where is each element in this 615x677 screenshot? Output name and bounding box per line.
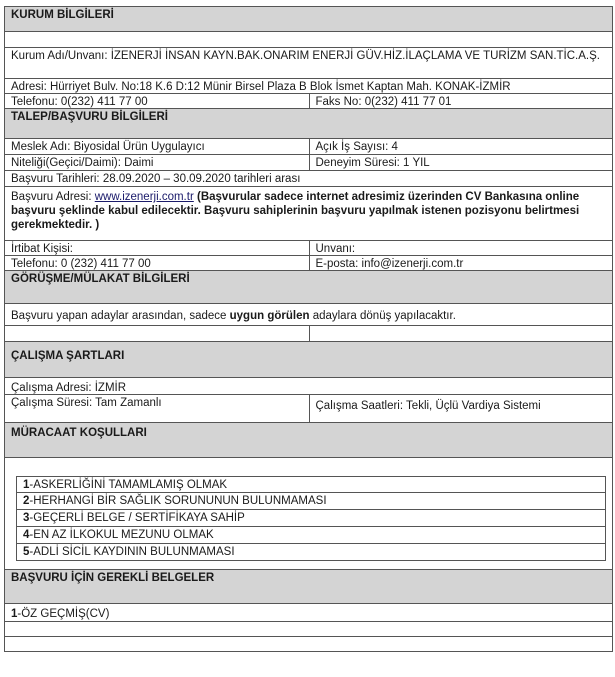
irtibat-telefon: Telefonu: 0 (232) 411 77 00 bbox=[11, 258, 151, 270]
calisma-suresi: Çalışma Süresi: Tam Zamanlı bbox=[11, 397, 162, 409]
section-header-kurum bbox=[4, 6, 613, 32]
gorusme-text bbox=[5, 304, 612, 325]
talep-irtibat-row bbox=[4, 241, 613, 256]
calisma-header-text: ÇALIŞMA ŞARTLARI bbox=[11, 350, 125, 362]
muracaat-gap bbox=[4, 458, 613, 476]
talep-iletisim-row bbox=[4, 256, 613, 271]
unvani: Unvanı: bbox=[309, 241, 613, 255]
list-item: 1-ASKERLİĞİNİ TAMAMLAMIŞ OLMAK bbox=[16, 476, 606, 493]
section-header-gorusme bbox=[4, 271, 613, 304]
list-item: 4-EN AZ İLKOKUL MEZUNU OLMAK bbox=[16, 527, 606, 544]
meslek-adi: Meslek Adı: Biyosidal Ürün Uygulayıcı bbox=[11, 141, 205, 153]
gorusme-text-end: adaylara dönüş yapılacaktır. bbox=[309, 310, 456, 322]
section-header-muracaat bbox=[4, 423, 613, 458]
application-form bbox=[4, 6, 613, 652]
section-header-belgeler bbox=[4, 570, 613, 604]
kurum-header-text: KURUM BİLGİLERİ bbox=[11, 9, 114, 21]
belgeler-item-row bbox=[4, 604, 613, 622]
kurum-address: Adresi: Hürriyet Bulv. No:18 K.6 D:12 Münir Birsel Plaza B Blok İsmet Kaptan Mah. KONAK-İZMİR bbox=[11, 81, 511, 93]
muracaat-header-text: MÜRACAAT KOŞULLARI bbox=[11, 427, 147, 439]
kurum-phone: Telefonu: 0(232) 411 77 00 bbox=[11, 96, 148, 108]
calisma-saatleri: Çalışma Saatleri: Tekli, Üçlü Vardiya Sistemi bbox=[309, 395, 613, 422]
section-header-calisma bbox=[4, 342, 613, 378]
acik-is-sayisi: Açık İş Sayısı: 4 bbox=[309, 139, 613, 154]
list-item: 3-GEÇERLİ BELGE / SERTİFİKAYA SAHİP bbox=[16, 510, 606, 527]
section-header-talep bbox=[4, 109, 613, 139]
calisma-adresi: Çalışma Adresi: İZMİR bbox=[11, 382, 127, 394]
basvuru-adresi-label: Başvuru Adresi: bbox=[11, 191, 95, 203]
gorusme-text-start: Başvuru yapan adaylar arasından, sadece bbox=[11, 310, 230, 322]
calisma-sure-row bbox=[4, 395, 613, 423]
list-item: 2-HERHANGİ BİR SAĞLIK SORUNUNUN BULUNMAMASI bbox=[16, 493, 606, 510]
talep-adres-row bbox=[4, 187, 613, 241]
muracaat-list bbox=[16, 476, 606, 561]
talep-meslek-row bbox=[4, 139, 613, 155]
muracaat-list-container bbox=[4, 476, 613, 570]
basvuru-adresi bbox=[5, 187, 612, 240]
niteligi: Niteliği(Geçici/Daimi): Daimi bbox=[11, 157, 154, 169]
spacer-row bbox=[4, 32, 613, 48]
basvuru-tarihleri: Başvuru Tarihleri: 28.09.2020 – 30.09.2020 tarihleri arası bbox=[11, 173, 301, 185]
talep-nitelik-row bbox=[4, 155, 613, 171]
kurum-address-row bbox=[4, 79, 613, 94]
kurum-contact-row bbox=[4, 94, 613, 109]
kurum-name: Kurum Adı/Unvanı: İZENERJİ İNSAN KAYN.BAK.ONARIM ENERJİ GÜV.HİZ.İLAÇLAMA VE TURİZM SAN.TİC.A.Ş. bbox=[11, 50, 600, 62]
belgeler-blank-row bbox=[4, 637, 613, 652]
irtibat-eposta[interactable]: E-posta: info@izenerji.com.tr bbox=[309, 256, 613, 270]
deneyim-suresi: Deneyim Süresi: 1 YIL bbox=[309, 155, 613, 170]
belgeler-blank-row bbox=[4, 622, 613, 637]
gorusme-text-bold: uygun görülen bbox=[229, 310, 310, 322]
talep-tarih-row bbox=[4, 171, 613, 187]
talep-header-text: TALEP/BAŞVURU BİLGİLERİ bbox=[11, 111, 168, 123]
basvuru-note: (Başvurular sadece internet adresimiz üzerinden CV Bankasına online başvuru şeklinde kabul edilecektir. Başvuru sahiplerinin başvuru yapılmak istenen pozisyonu belirtmesi gerekmektedir. ) bbox=[11, 191, 580, 231]
belgeler-header-text: BAŞVURU İÇİN GEREKLİ BELGELER bbox=[11, 572, 215, 584]
calisma-adres-row bbox=[4, 378, 613, 395]
basvuru-website-link[interactable]: www.izenerji.com.tr bbox=[94, 191, 194, 203]
gorusme-blank-row bbox=[4, 326, 613, 342]
gorusme-text-row bbox=[4, 304, 613, 326]
gorusme-header-text: GÖRÜŞME/MÜLAKAT BİLGİLERİ bbox=[11, 273, 190, 285]
kurum-fax: Faks No: 0(232) 411 77 01 bbox=[309, 94, 613, 108]
list-item: 1-ÖZ GEÇMİŞ(CV) bbox=[11, 608, 110, 620]
irtibat-kisisi: İrtibat Kişisi: bbox=[11, 243, 73, 255]
list-item: 5-ADLİ SİCİL KAYDININ BULUNMAMASI bbox=[16, 544, 606, 561]
kurum-name-row bbox=[4, 48, 613, 79]
